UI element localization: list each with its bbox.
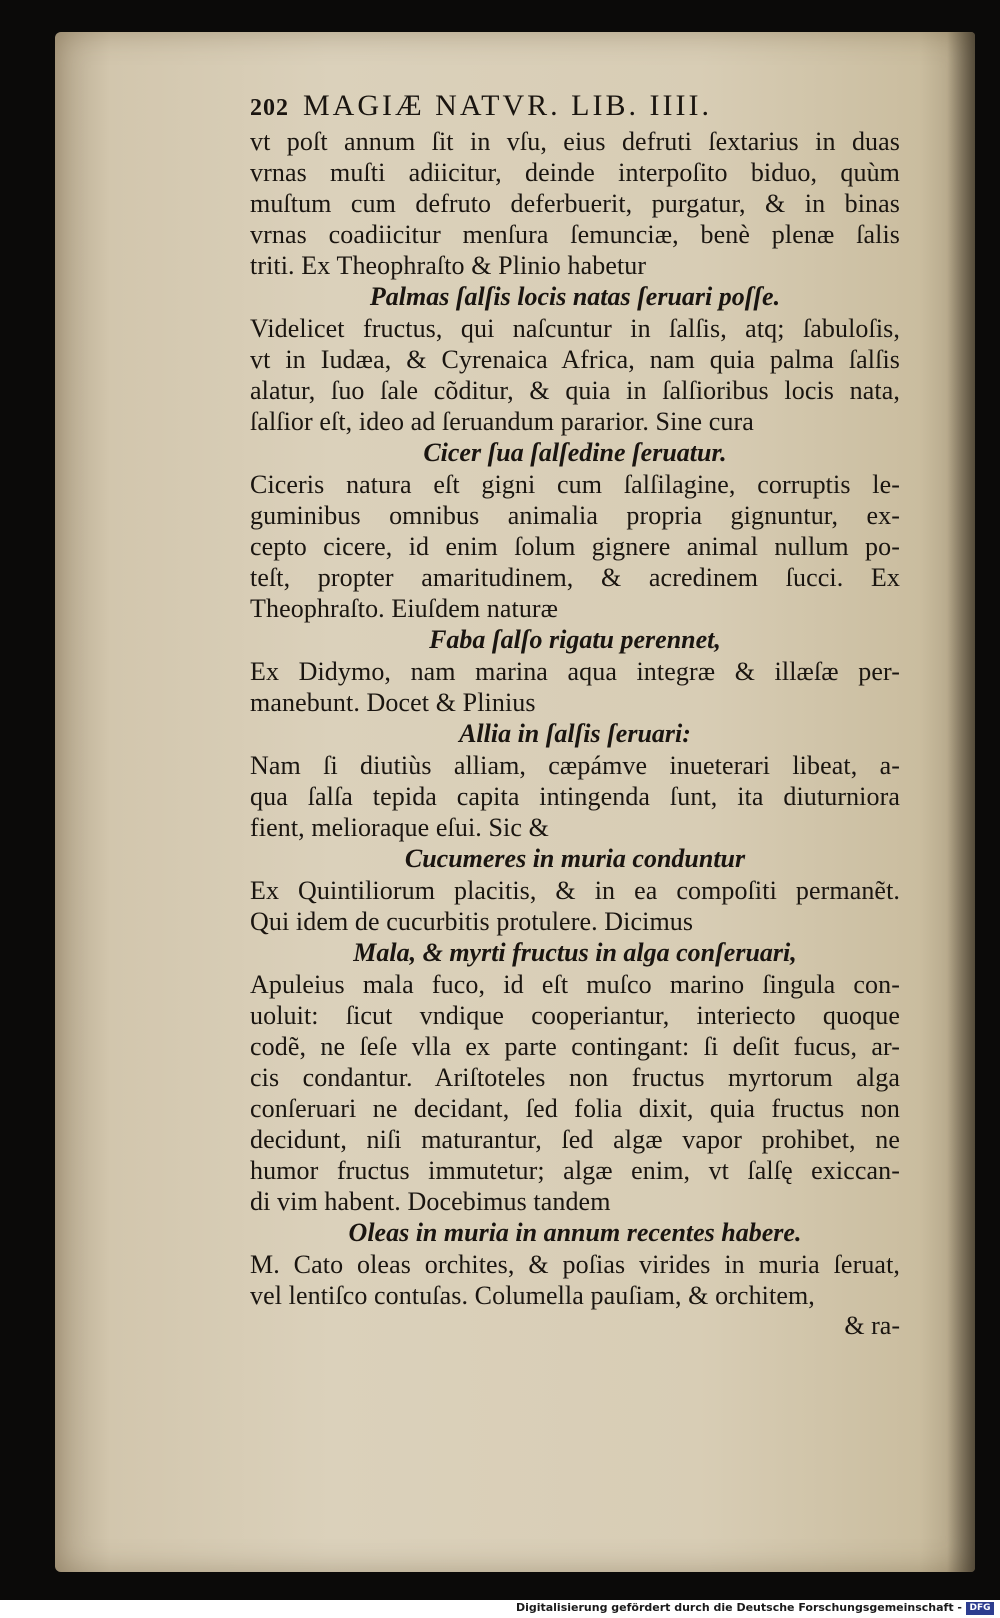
text-line: Nam ſi diutiùs alliam, cæpámve inueterari libeat, a- [250,751,900,780]
running-title: MAGIÆ NATVR. LIB. IIII. [303,89,712,122]
page-text-block [250,88,900,1341]
text-line: Theophraſto. Eiuſdem naturæ [250,594,559,623]
running-header [250,88,900,126]
text-line: Ciceris natura eſt gigni cum ſalſilagine, corruptis le- [250,470,900,499]
text-line: alatur, ſuo ſale cõditur, & quia in ſalſioribus locis nata, [250,376,900,405]
dfg-logo: DFG [966,1602,994,1615]
text-line: vel lentiſco contuſas. Columella pauſiam, & orchitem, [250,1281,815,1310]
text-line: triti. Ex Theophraſto & Plinio habetur [250,251,647,280]
text-line: humor fructus immutetur; algæ enim, vt ſalſę exiccan- [250,1156,900,1185]
catchword: & ra- [844,1311,900,1340]
text-line: muſtum cum defruto deferbuerit, purgatur, & in binas [250,189,900,218]
section-heading: Mala, & myrti fructus in alga conſeruari, [353,938,797,967]
text-line: vt poſt annum ſit in vſu, eius defruti ſextarius in duas [250,127,900,156]
page-number: 202 [250,95,289,121]
digitization-footer [0,1600,1000,1618]
text-line: conſeruari ne decidant, ſed folia dixit, quia fructus non [250,1094,900,1123]
text-line: vrnas coadiicitur menſura ſemunciæ, benè plenæ ſalis [250,220,900,249]
text-line: decidunt, niſi maturantur, ſed algæ vapor prohibet, ne [250,1125,900,1154]
body-text [250,126,900,1311]
section-heading: Palmas ſalſis locis natas ſeruari poſſe. [369,282,781,311]
text-line: vt in Iudæa, & Cyrenaica Africa, nam quia palma ſalſis [250,345,900,374]
text-line: qua ſalſa tepida capita intingenda ſunt, ita diuturniora [250,782,900,811]
section-heading: Faba ſalſo rigatu perennet, [429,625,721,654]
text-line: cis condantur. Ariſtoteles non fructus myrtorum alga [250,1063,900,1092]
text-line: manebunt. Docet & Plinius [250,688,536,717]
text-line: di vim habent. Docebimus tandem [250,1187,611,1216]
page-edge-shadow [947,32,975,1572]
text-line: guminibus omnibus animalia propria gignuntur, ex- [250,501,900,530]
text-line: cepto cicere, id enim ſolum gignere animal nullum po- [250,532,900,561]
text-line: Qui idem de cucurbitis protulere. Dicimus [250,907,694,936]
text-line: Ex Didymo, nam marina aqua integræ & illæſæ per- [250,657,900,686]
text-line: ſalſior eſt, ideo ad ſeruandum pararior. Sine cura [250,407,754,436]
section-heading: Cicer ſua ſalſedine ſeruatur. [423,438,727,467]
text-line: teſt, propter amaritudinem, & acredinem ſucci. Ex [250,563,900,592]
funding-credit: Digitalisierung gefördert durch die Deutsche Forschungsgemeinschaft - [515,1601,962,1614]
text-line: fient, melioraque eſui. Sic & [250,813,549,842]
section-heading: Cucumeres in muria conduntur [404,844,746,873]
text-line: Ex Quintiliorum placitis, & in ea compoſiti permanẽt. [250,876,900,905]
section-heading: Allia in ſalſis ſeruari: [459,719,691,748]
text-line: M. Cato oleas orchites, & poſias virides in muria ſeruat, [250,1250,900,1279]
text-line: vrnas muſti adiicitur, deinde interpoſito biduo, quùm [250,158,900,187]
text-line: uoluit: ſicut vndique cooperiantur, interiecto quoque [250,1001,900,1030]
text-line: Videlicet fructus, qui naſcuntur in ſalſis, atq; ſabuloſis, [250,314,900,343]
text-line: codẽ, ne ſeſe vlla ex parte contingant: ſi deſit fucus, ar- [250,1032,900,1061]
section-heading: Oleas in muria in annum recentes habere. [348,1218,802,1247]
text-line: Apuleius mala fuco, id eſt muſco marino ſingula con- [250,970,900,999]
